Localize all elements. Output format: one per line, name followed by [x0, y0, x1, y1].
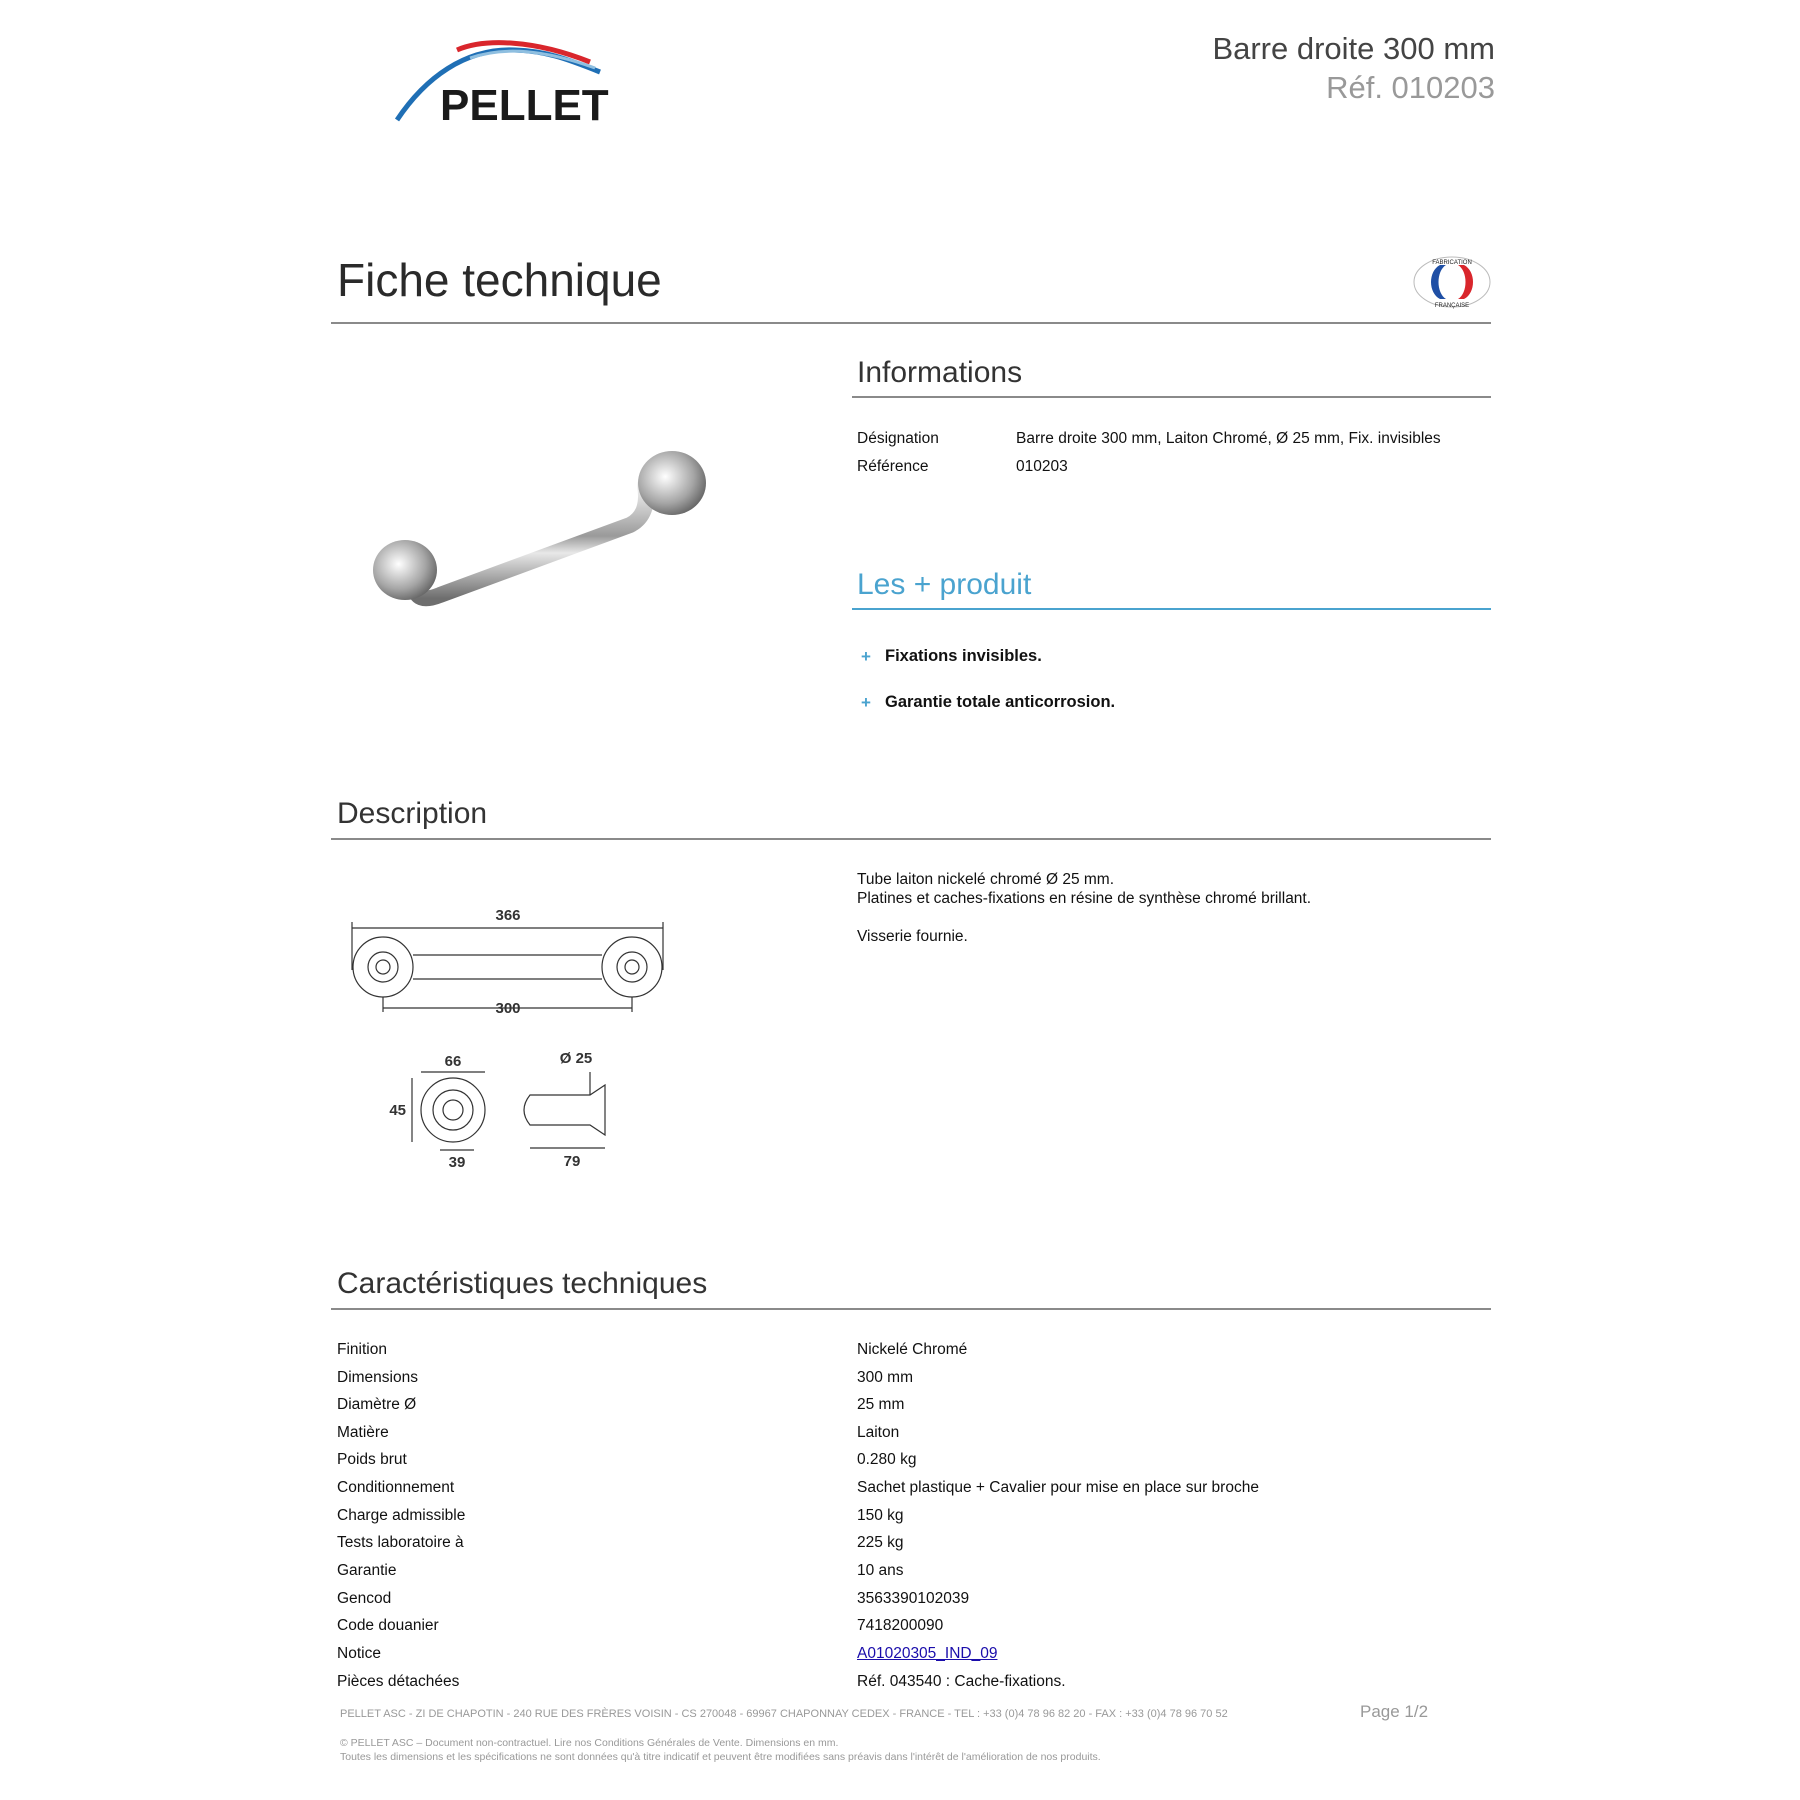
- spec-row: [337, 1451, 1487, 1479]
- page-number: Page 1/2: [1360, 1702, 1429, 1721]
- informations-divider: [852, 396, 1491, 398]
- dim-overall-length: 366: [495, 907, 521, 924]
- description-heading: Description: [337, 797, 488, 830]
- badge-bottom-text: FRANÇAISE: [1434, 303, 1470, 309]
- logo-text: PELLET: [440, 81, 609, 128]
- spec-row: [337, 1645, 1487, 1673]
- spec-value: Sachet plastique + Cavalier pour mise en place sur broche: [857, 1479, 1259, 1496]
- badge-top-text: FABRICATION: [1432, 260, 1472, 266]
- notice-link[interactable]: A01020305_IND_09: [857, 1645, 998, 1662]
- spec-row: [337, 1341, 1487, 1369]
- spec-value: 25 mm: [857, 1396, 905, 1413]
- info-value-reference: 010203: [1016, 458, 1068, 475]
- info-label-designation: Désignation: [857, 430, 939, 447]
- description-line: Tube laiton nickelé chromé Ø 25 mm.: [857, 871, 1115, 888]
- spec-value: 300 mm: [857, 1369, 913, 1386]
- spec-row: [337, 1534, 1487, 1562]
- spec-value: 225 kg: [857, 1534, 904, 1551]
- spec-row: [337, 1396, 1487, 1424]
- spec-label: Pièces détachées: [337, 1673, 460, 1690]
- spec-label: Code douanier: [337, 1617, 439, 1634]
- product-photo: [360, 355, 710, 700]
- spec-label: Finition: [337, 1341, 387, 1358]
- spec-value: 10 ans: [857, 1562, 904, 1579]
- french-flag-badge-icon: [1412, 255, 1492, 309]
- logo-swoosh-icon: [395, 38, 645, 128]
- fabrication-francaise-badge: [1412, 255, 1492, 309]
- spec-value: Nickelé Chromé: [857, 1341, 968, 1358]
- dim-plate-width: 66: [444, 1053, 462, 1070]
- plus-item: Fixations invisibles.: [885, 647, 1042, 665]
- spec-row: [337, 1562, 1487, 1590]
- pellet-logo: [395, 38, 645, 128]
- dim-plate-height: 45: [389, 1102, 406, 1119]
- plus-produit-divider: [852, 608, 1491, 610]
- plus-bullet-icon: +: [861, 647, 871, 666]
- informations-heading: Informations: [857, 356, 1023, 389]
- plus-bullet-icon: +: [861, 693, 871, 712]
- spec-row: [337, 1590, 1487, 1618]
- spec-label: Tests laboratoire à: [337, 1534, 464, 1551]
- dim-center-length: 300: [495, 1000, 521, 1017]
- title-divider: [331, 322, 1491, 324]
- spec-value: 3563390102039: [857, 1590, 970, 1607]
- caracteristiques-heading: Caractéristiques techniques: [337, 1267, 708, 1300]
- spec-label: Conditionnement: [337, 1479, 455, 1496]
- spec-label: Charge admissible: [337, 1507, 466, 1524]
- spec-label: Dimensions: [337, 1369, 418, 1386]
- spec-label: Poids brut: [337, 1451, 407, 1468]
- spec-row: [337, 1424, 1487, 1452]
- spec-value: Laiton: [857, 1424, 900, 1441]
- spec-row: [337, 1507, 1487, 1535]
- info-label-reference: Référence: [857, 458, 929, 475]
- spec-value: 7418200090: [857, 1617, 944, 1634]
- page-title: Fiche technique: [337, 254, 662, 306]
- spec-value: 150 kg: [857, 1507, 904, 1524]
- description-line: Platines et caches-fixations en résine de synthèse chromé brillant.: [857, 890, 1312, 907]
- spec-row: [337, 1617, 1487, 1645]
- footer-address: PELLET ASC - ZI DE CHAPOTIN - 240 RUE DES FRÈRES VOISIN - CS 270048 - 69967 CHAPONNAY CEDEX - FRANCE - TEL : +33 (0)4 78 96 82 20 - FAX : +33 (0)4 78 96 70 52: [340, 1708, 1228, 1720]
- product-ref: Réf. 010203: [1326, 70, 1495, 105]
- spec-label: Notice: [337, 1645, 381, 1662]
- description-text: [857, 870, 1311, 946]
- spec-row: [337, 1479, 1487, 1507]
- spec-value: Réf. 043540 : Cache-fixations.: [857, 1673, 1066, 1690]
- grab-bar-photo-icon: [360, 355, 710, 700]
- caracteristiques-divider: [331, 1308, 1491, 1310]
- dim-plate-inner: 39: [448, 1154, 466, 1171]
- info-value-designation: Barre droite 300 mm, Laiton Chromé, Ø 25 mm, Fix. invisibles: [1016, 430, 1441, 447]
- dim-depth: 79: [563, 1153, 581, 1170]
- footer-legal: [340, 1736, 1101, 1764]
- spec-label: Gencod: [337, 1590, 392, 1607]
- footer-legal-line: © PELLET ASC – Document non-contractuel. Lire nos Conditions Générales de Vente. Dimensions en mm.: [340, 1737, 839, 1749]
- dim-tube-diameter: Ø 25: [559, 1050, 593, 1067]
- technical-drawing: [340, 900, 680, 1180]
- spec-row: [337, 1369, 1487, 1397]
- spec-label: Matière: [337, 1424, 389, 1441]
- product-title: Barre droite 300 mm: [1212, 31, 1495, 66]
- footer-legal-line: Toutes les dimensions et les spécifications ne sont données qu'à titre indicatif et peuvent être modifiées sans préavis dans l'intérêt de l'amélioration de nos produits.: [340, 1751, 1101, 1763]
- spec-row: [337, 1673, 1487, 1701]
- spec-value: 0.280 kg: [857, 1451, 917, 1468]
- spec-label: Diamètre Ø: [337, 1396, 417, 1413]
- dimension-drawing-icon: [340, 900, 680, 1180]
- description-line: Visserie fournie.: [857, 928, 968, 945]
- description-divider: [331, 838, 1491, 840]
- spec-label: Garantie: [337, 1562, 397, 1579]
- plus-produit-heading: Les + produit: [857, 568, 1032, 601]
- plus-item: Garantie totale anticorrosion.: [885, 693, 1116, 711]
